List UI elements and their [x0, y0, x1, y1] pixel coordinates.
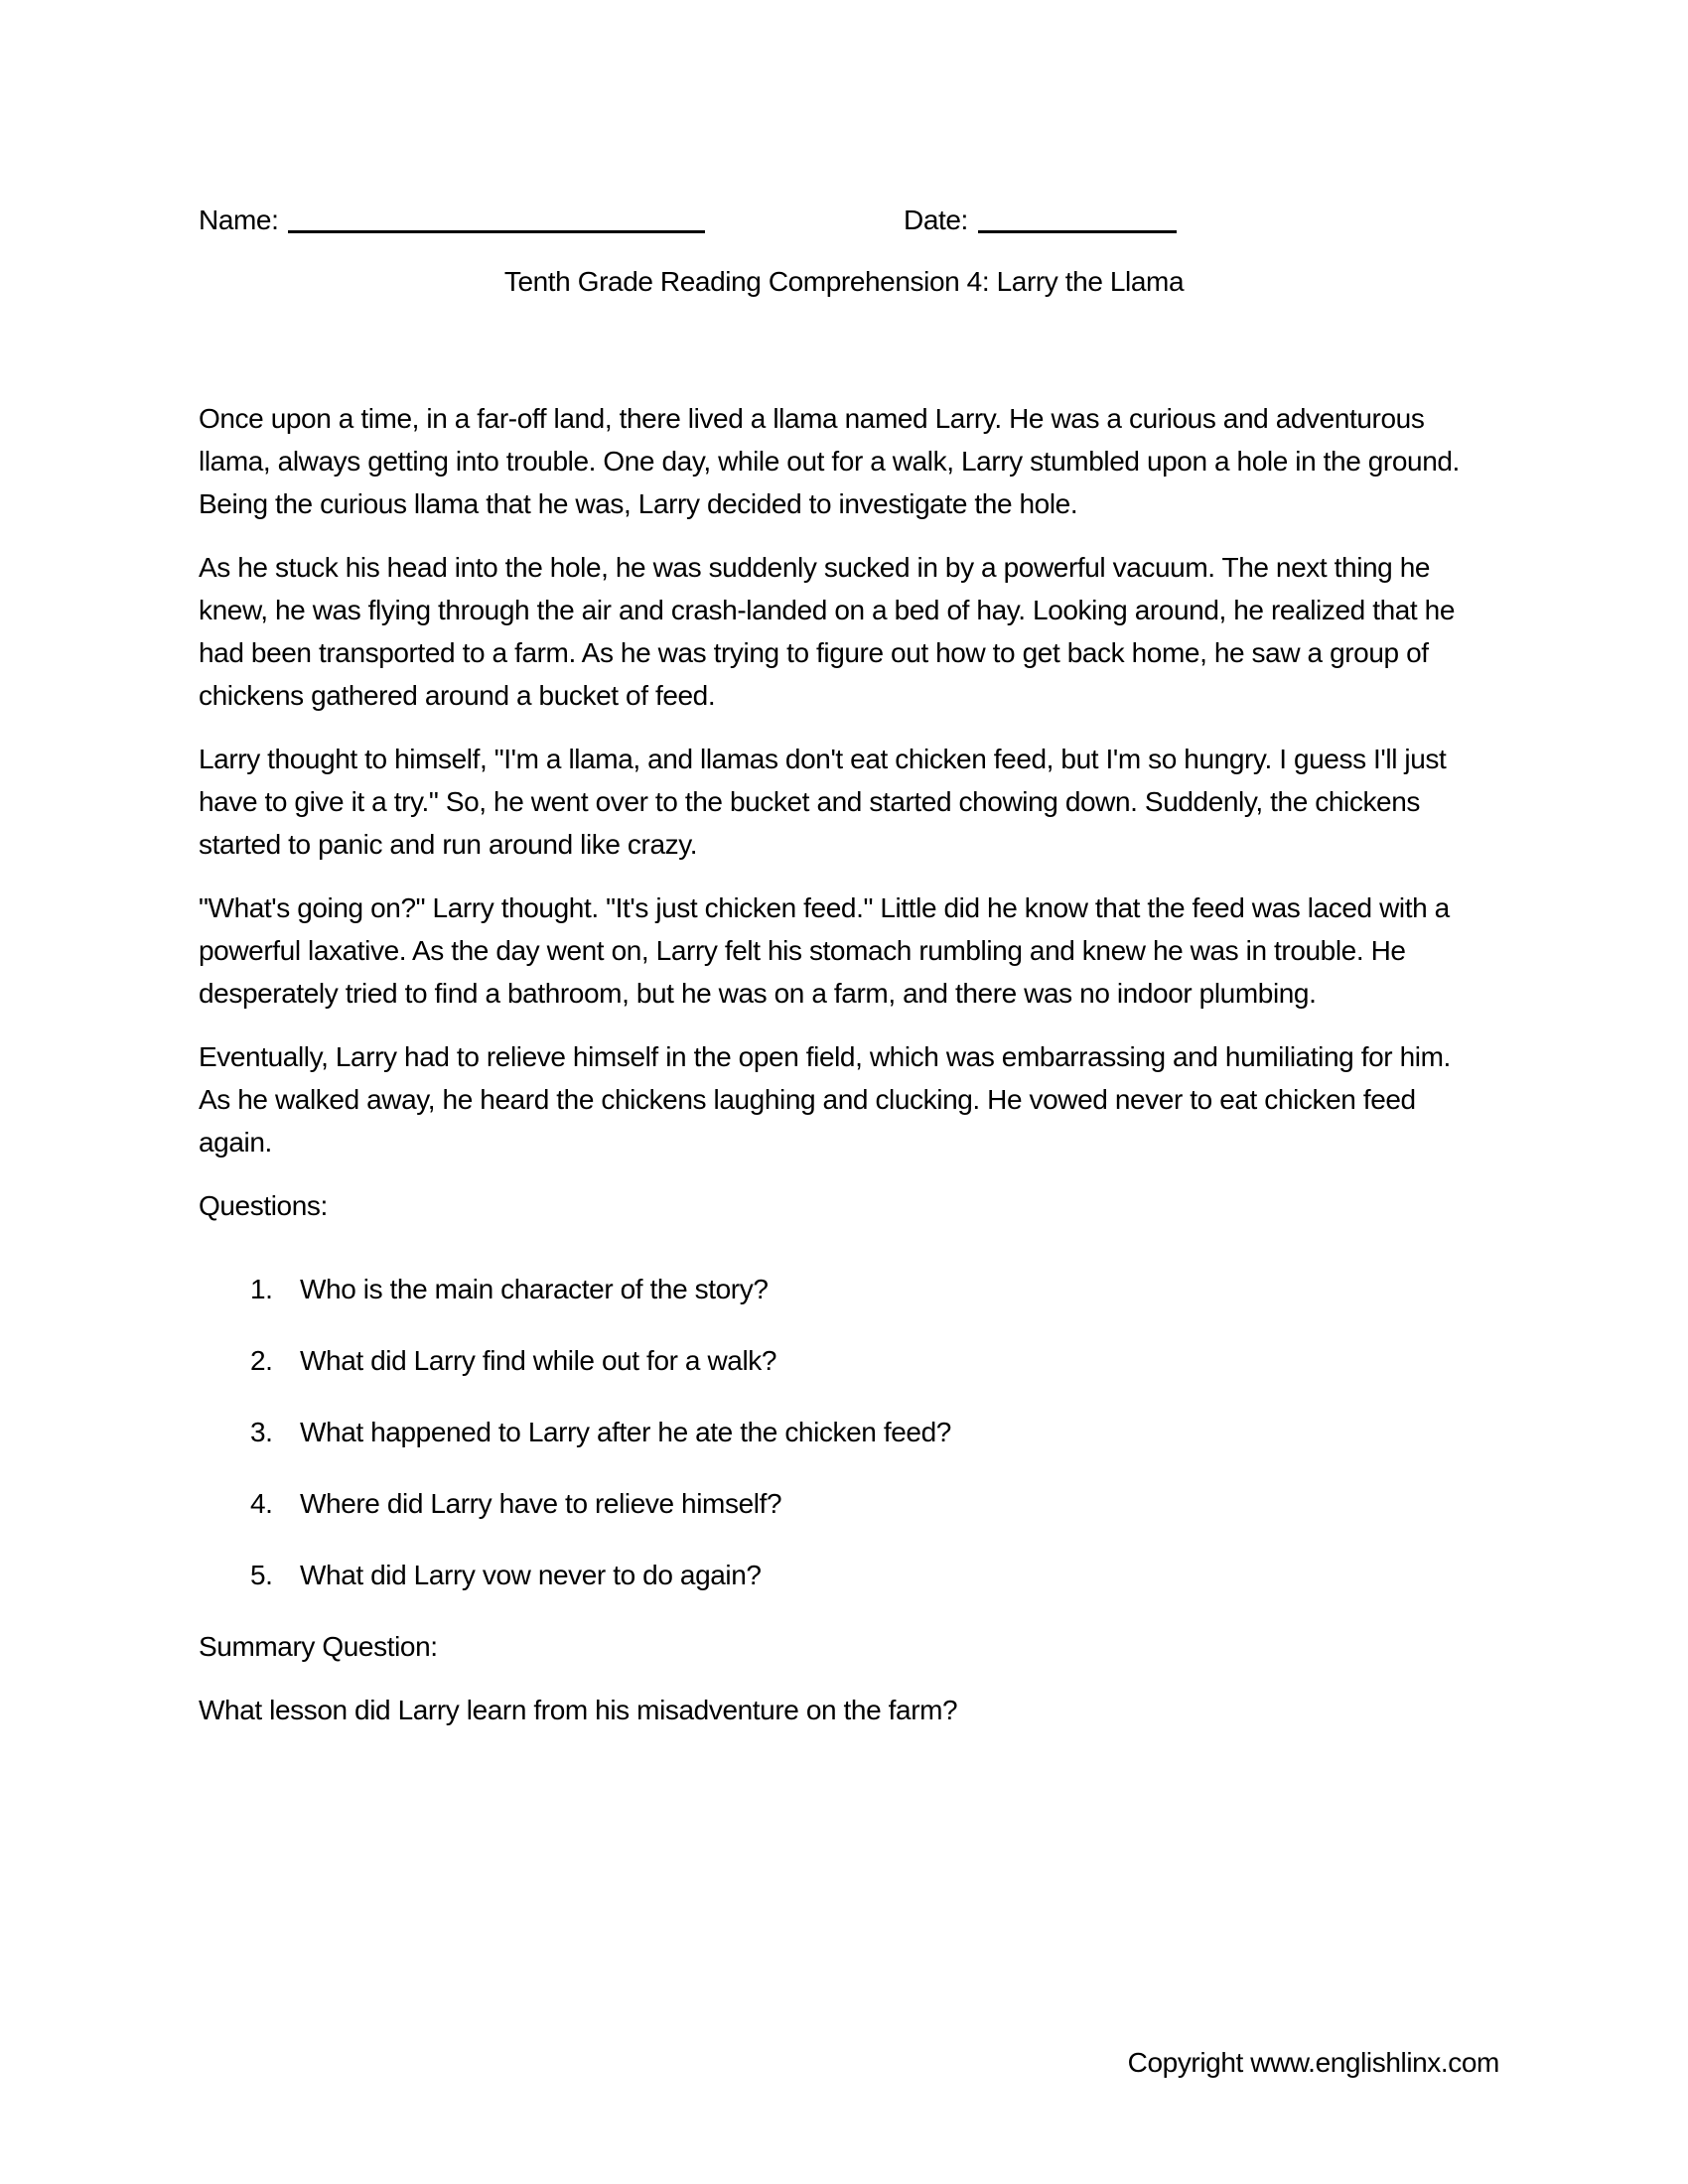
- question-text: Who is the main character of the story?: [300, 1274, 769, 1304]
- question-number: 3.: [250, 1417, 273, 1447]
- question-text: What happened to Larry after he ate the chicken feed?: [300, 1417, 951, 1447]
- name-field: [199, 199, 705, 241]
- story-paragraph: Eventually, Larry had to relieve himself in the open field, which was embarrassing and humiliating for him. As he walked away, he heard the chickens laughing and clucking. He vowed never to eat chicken feed again.: [199, 1041, 1451, 1158]
- story-paragraph: Once upon a time, in a far-off land, there lived a llama named Larry. He was a curious and adventurous llama, always getting into trouble. One day, while out for a walk, Larry stumbled upon a hole in the ground. Being the curious llama that he was, Larry decided to investigate the hole.: [199, 403, 1460, 519]
- summary-heading: Summary Question:: [199, 1631, 438, 1662]
- questions-heading: Questions:: [199, 1190, 328, 1221]
- header-row: [199, 199, 1489, 241]
- story-paragraph: As he stuck his head into the hole, he was suddenly sucked in by a powerful vacuum. The next thing he knew, he was flying through the air and crash-landed on a bed of hay. Looking around, he realized that he had been transported to a farm. As he was trying to figure out how to get back home, he saw a group of chickens gathered around a bucket of feed.: [199, 552, 1456, 711]
- date-blank-line: [978, 222, 1177, 233]
- question-item: [199, 1482, 1475, 1525]
- story-paragraph: Larry thought to himself, "I'm a llama, and llamas don't eat chicken feed, but I'm so hungry. I guess I'll just have to give it a try." So, he went over to the bucket and started chowing down. Suddenly, the chickens started to panic and run around like crazy.: [199, 744, 1447, 860]
- question-item: [199, 1411, 1475, 1453]
- question-number: 5.: [250, 1560, 273, 1590]
- question-item: [199, 1339, 1475, 1382]
- question-text: Where did Larry have to relieve himself?: [300, 1488, 782, 1519]
- question-number: 4.: [250, 1488, 273, 1519]
- name-blank-line: [288, 222, 705, 233]
- story-paragraph: "What's going on?" Larry thought. "It's just chicken feed." Little did he know that the feed was laced with a powerful laxative. As the day went on, Larry felt his stomach rumbling and knew he was in trouble. He desperately tried to find a bathroom, but he was on a farm, and there was no indoor plumbing.: [199, 892, 1450, 1009]
- question-number: 1.: [250, 1274, 273, 1304]
- question-text: What did Larry find while out for a walk?: [300, 1345, 777, 1376]
- copyright-footer: Copyright www.englishlinx.com: [1127, 2047, 1499, 2078]
- question-text: What did Larry vow never to do again?: [300, 1560, 762, 1590]
- date-field: [904, 199, 1177, 241]
- date-label: Date:: [904, 205, 968, 235]
- question-item: [199, 1554, 1475, 1596]
- question-item: [199, 1268, 1475, 1310]
- page-title: Tenth Grade Reading Comprehension 4: Larry the Llama: [503, 266, 1185, 297]
- name-label: Name:: [199, 205, 279, 235]
- story-body: [199, 397, 1475, 1752]
- questions-list: [199, 1268, 1475, 1596]
- question-number: 2.: [250, 1345, 273, 1376]
- summary-question: What lesson did Larry learn from his misadventure on the farm?: [199, 1695, 958, 1725]
